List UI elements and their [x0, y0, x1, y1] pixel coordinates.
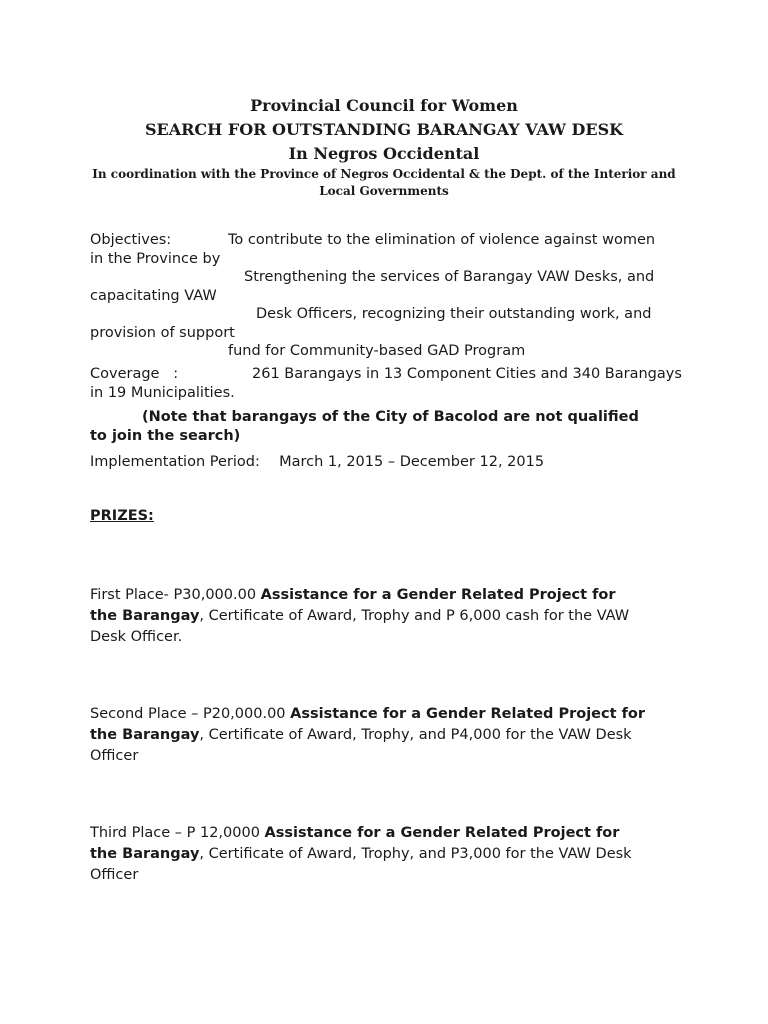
coverage-line-2: in 19 Municipalities.	[90, 384, 235, 401]
prizes-heading: PRIZES:	[90, 508, 154, 524]
second-prize	[90, 704, 678, 767]
implementation-section	[90, 453, 678, 472]
third-place-rest-2: Officer	[90, 867, 139, 883]
objectives-line-1: To contribute to the elimination of violence against women	[228, 232, 656, 248]
first-place-label: First Place- P30,000.00	[90, 587, 257, 603]
objectives-line-7: fund for Community-based GAD Program	[228, 343, 526, 359]
coordination-line-1: In coordination with the Province of Negros Occidental & the Dept. of the Interior and	[92, 167, 676, 181]
note-line-2: to join the search)	[90, 427, 241, 444]
second-place-bold-1: Assistance for a Gender Related Project for	[290, 706, 646, 722]
first-place-rest-2: Desk Officer.	[90, 629, 183, 645]
objectives-line-2: in the Province by	[90, 250, 221, 267]
first-place-bold-2: the Barangay	[90, 608, 200, 624]
second-place-label: Second Place – P20,000.00	[90, 706, 286, 722]
coverage-line-1: 261 Barangays in 13 Component Cities and 340 Barangays	[252, 366, 682, 382]
objectives-line-6: provision of support	[90, 324, 235, 341]
coverage-section	[90, 365, 682, 402]
third-place-bold-1: Assistance for a Gender Related Project for	[264, 825, 620, 841]
third-place-label: Third Place – P 12,0000	[90, 825, 260, 841]
location-title: In Negros Occidental	[288, 144, 480, 163]
objectives-section	[90, 231, 678, 361]
note-section	[90, 408, 678, 445]
first-place-rest-1: , Certificate of Award, Trophy and P 6,000 cash for the VAW	[199, 608, 630, 624]
objectives-line-4: capacitating VAW	[90, 287, 217, 304]
objectives-line-3: Strengthening the services of Barangay VAW Desks, and	[244, 269, 655, 285]
second-place-rest-1: , Certificate of Award, Trophy, and P4,000 for the VAW Desk	[199, 727, 632, 743]
search-title: SEARCH FOR OUTSTANDING BARANGAY VAW DESK	[144, 120, 624, 139]
first-place-bold-1: Assistance for a Gender Related Project for	[260, 587, 616, 603]
second-place-bold-2: the Barangay	[90, 727, 200, 743]
third-place-bold-2: the Barangay	[90, 846, 200, 862]
second-place-rest-2: Officer	[90, 748, 139, 764]
objectives-label: Objectives:	[90, 232, 172, 248]
implementation-label: Implementation Period:	[90, 454, 260, 470]
implementation-value: March 1, 2015 – December 12, 2015	[279, 454, 545, 470]
objectives-line-5: Desk Officers, recognizing their outstanding work, and	[256, 306, 652, 322]
coverage-label: Coverage :	[90, 366, 179, 382]
first-prize	[90, 585, 678, 648]
third-prize	[90, 823, 678, 886]
org-title: Provincial Council for Women	[250, 96, 518, 115]
third-place-rest-1: , Certificate of Award, Trophy, and P3,000 for the VAW Desk	[199, 846, 632, 862]
coordination-line-2: Local Governments	[319, 184, 449, 198]
note-line-1: (Note that barangays of the City of Bacolod are not qualified	[142, 409, 639, 425]
